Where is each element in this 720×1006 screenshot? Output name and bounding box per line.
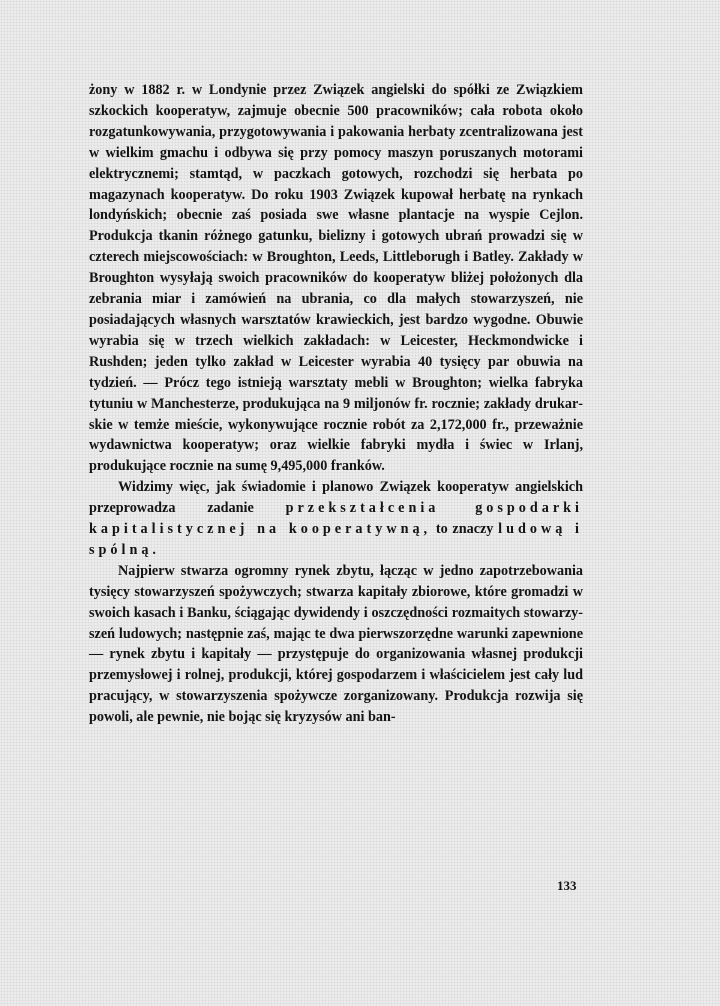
paragraph-2-spaced-b: ludową i spólną.: [89, 521, 583, 558]
paragraph-2-text-b: to znaczy: [431, 521, 499, 538]
paragraph-2-text-a: Widzimy więc, jak świadomie i planowo Związek kooperatyw angielskich przeprowadza zadanie: [89, 479, 583, 517]
page-number: 133: [557, 878, 577, 893]
paragraph-3-text: Najpierw stwarza ogromny rynek zbytu, łącząc w jedno zapotrzebowania tysięcy stowarzyszeń spożywczych; stwarza kapitały zbiorowe, które gromadzi w swoich kasach i Banku, ściągając dywidendy i oszczędności rozmaitych stowarzyszeń ludowych; następnie zaś, mając te dwa pierwszorzędne warunki zapewnione — rynek zbytu i kapitały — przystępuje do organizowania własnej produkcji przemysłowej i rolnej, produkcji, której gospodarzem i właścicielem jest cały lud pracujący, w stowarzyszenia spożywcze zorganizowany. Produkcja rozwija się powoli, ale pewnie, nie bojąc się kryzysów ani ban-: [89, 562, 583, 726]
paragraph-3: [89, 561, 583, 728]
paragraph-2-spaced-a: przekształcenia gospodarki kapitalistycznej na kooperatywną,: [89, 500, 583, 538]
paragraph-2: [89, 477, 583, 561]
paragraph-1-text: żony w 1882 r. w Londynie przez Związek angielski do spółki ze Związkiem szkockich kooperatyw, zajmuje obecnie 500 pracowników; cała robota około rozgatunkowywania, przygotowywania i pakowania herbaty zcentralizowana jest w wielkim gmachu i odbywa się przy pomocy maszyn poruszanych motorami elektrycznemi; stamtąd, w paczkach gotowych, rozchodzi się herbata po magazynach kooperatyw. Do roku 1903 Związek kupował herbatę na rynkach londyńskich; obecnie zaś posiada swe własne plantacje na wyspie Cejlon. Produkcja tkanin różnego gatunku, bielizny i gotowych ubrań prowadzi się w czterech miejscowościach: w Broughton, Leeds, Littleborugh i Batley. Zakłady w Broughton wysyłają swoich pracowników do kooperatyw bliżej położonych dla zebrania miar i zamówień na ubrania, co dla małych stowarzyszeń, nie posiadających własnych warsztatów krawieckich, jest bardzo wygodne. Obuwie wyrabia się w trzech wielkich zakładach: w Leicester, Heckmondwicke i Rushden; jeden tylko zakład w Leicester wyrabia 40 tysięcy par obuwia na tydzień. — Prócz tego istnieją warsztaty mebli w Broughton; wielka fabryka tytuniu w Manchesterze, produkująca na 9 miljonów fr. rocznie; zakłady drukarskie w temże mieście, wykonywujące rocznie robót za 2,172,000 fr., przeważnie wydawnictwa kooperatyw; oraz wielkie fabryki mydła i świec w Irlanj, produkujące rocznie na sumę 9,495,000 franków.: [89, 82, 583, 475]
body-text: [89, 80, 583, 728]
paragraph-1: [89, 80, 583, 477]
